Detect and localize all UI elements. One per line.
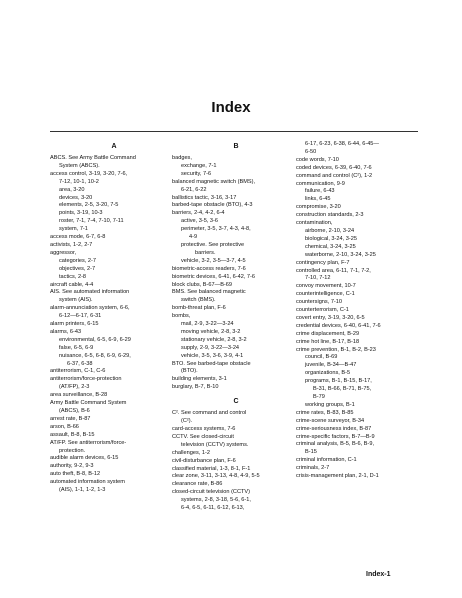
index-entry: antiterrorism/force-protection [50,376,122,383]
index-letter-heading: B [233,143,239,150]
index-subentry: television (CCTV) systems. [181,441,249,448]
index-subentry: (AT/FP), 2-3 [59,384,90,391]
index-subentry: moving vehicle, 2-8, 3-2 [181,328,241,335]
index-subentry: stationary vehicle, 2-8, 3-2 [181,336,247,343]
index-entry: contingency plan, F-7 [296,259,350,266]
index-entry: barriers, 2-4, 4-2, 6-4 [172,210,225,217]
index-entry: civil-disturbance plan, F-6 [172,457,236,464]
index-entry: BMS. See balanced magnetic [172,289,246,296]
index-entry: clear zone, 3-11, 3-13, 4-8, 4-9, 5-5 [172,473,260,480]
index-entry: access control, 3-19, 3-20, 7-6, [50,170,128,177]
index-subentry: 7-12, 10-1, 10-2 [59,178,99,185]
index-entry: burglary, B-7, B-10 [172,384,219,391]
index-entry: covert entry, 3-19, 3-20, 6-5 [296,314,365,321]
index-entry: countersigns, 7-10 [296,299,343,306]
index-entry: assault, B-8, B-15 [50,431,95,438]
page-number: Index-1 [366,571,391,578]
index-entry: CCTV. See closed-circuit [172,433,234,440]
index-subentry: (ABCS), B-6 [59,408,90,414]
index-entry: code words, 7-10 [296,156,339,163]
index-subentry: switch (BMS). [181,297,216,304]
index-subentry: B-31, B-66, B-71, B-75, [313,386,372,393]
index-subentry: perimeter, 3-5, 3-7, 4-3, 4-8, [181,226,251,233]
index-entry: convoy movement, 10-7 [296,283,356,290]
index-subentry: (BTO). [181,368,198,375]
index-subentry: (AIS), 1-1, 1-2, 1-3 [59,487,106,494]
index-entry: clearance rate, B-86 [172,481,223,488]
index-entry: ABCS. See Army Battle Command [50,155,136,161]
index-entry: alarm printers, 6-15 [50,321,99,328]
index-entry: block clubs, B-67—B-69 [172,281,233,288]
index-subentry: biological, 3-24, 3-25 [305,235,357,242]
index-entry: C². See command and control [172,410,247,417]
index-subentry: 6-4, 6-5, 6-11, 6-12, 6-13, [181,505,245,512]
index-entry: criminal information, C-1 [296,457,357,464]
index-entry: challenges, 1-2 [172,449,210,456]
index-entry: badges, [172,155,192,161]
index-subentry: programs, B-1, B-15, B-17, [305,378,372,385]
index-subentry: exchange, 7-1 [181,162,217,169]
index-entry: access mode, 6-7, 6-8 [50,234,106,241]
index-subentry: links, 6-45 [305,196,331,203]
index-subentry: vehicle, 3-2, 3-5—3-7, 4-5 [181,257,246,264]
index-entry: AT/FP. See antiterrorism/force- [50,439,127,446]
index-subentry: systems, 2-8, 3-18, 5-6, 6-1, [181,497,251,504]
index-entry: crisis-management plan, 2-1, D-1 [296,473,379,480]
index-subentry: security, 7-6 [181,170,212,177]
index-subentry: B-15 [305,449,317,456]
index-entry: building elements, 3-1 [172,376,227,383]
index-entry: authority, 9-2, 9-3 [50,463,94,470]
index-entry: aggressor, [50,249,77,256]
index-subentry: nuisance, 6-5, 6-8, 6-9, 6-29, [59,352,131,359]
index-entry: alarm-annunciation system, 6-6, [50,305,130,312]
index-column-3 [296,141,424,481]
index-entry: criminals, 2-7 [296,465,330,472]
index-entry: BTO. See barbed-tape obstacle [172,360,251,367]
index-subentry: devices, 3-20 [59,194,93,201]
index-subentry: System (ABCS). [59,162,100,169]
index-entry: arson, B-66 [50,423,79,430]
index-entry: crime rates, B-83, B-85 [296,409,354,416]
index-entry: AIS. See automated information [50,289,130,296]
index-subentry: failure, 6-43 [305,188,335,195]
index-subentry: protection. [59,447,86,454]
index-entry: balanced magnetic switch (BMS), [172,178,256,185]
index-subentry: protective. See protective [181,241,245,248]
index-entry: barbed-tape obstacle (BTO), 4-3 [172,202,253,209]
index-entry: alarms, 6-43 [50,328,82,335]
index-entry: ballistics tactic, 3-16, 3-17 [172,194,237,201]
index-entry: controlled area, 6-11, 7-1, 7-2, [296,267,371,274]
index-subentry: tactics, 2-8 [59,273,87,280]
index-subentry: airborne, 2-10, 3-24 [305,227,355,234]
index-entry: communication, 9-9 [296,180,345,187]
index-entry: biometric-access readers, 7-6 [172,265,246,272]
index-subentry: mail, 2-9, 3-22—3-24 [181,321,234,328]
index-entry: crime hot line, B-17, B-18 [296,338,360,345]
index-entry: command and control (C²), 1-2 [296,172,373,179]
index-subentry: (C²). [181,418,193,425]
index-subentry: system, 7-1 [59,226,88,233]
index-column-2 [172,142,300,513]
index-entry: crime displacement, B-29 [296,330,360,337]
index-subentry: 4-9 [189,234,198,241]
index-subentry: objectives, 2-7 [59,265,96,272]
index-subentry: supply, 2-9, 3-22—3-24 [181,344,240,351]
index-entry: criminal analysis, B-5, B-6, B-9, [296,441,375,448]
index-entry: antiterrorism, C-1, C-6 [50,368,106,375]
index-entry: credential devices, 6-40, 6-41, 7-6 [296,322,381,329]
index-subentry: system (AIS). [59,297,93,304]
index-entry: crime-scene surveyor, B-34 [296,417,365,424]
index-entry: contamination, [296,220,333,227]
index-entry: construction standards, 2-3 [296,212,364,219]
index-entry: bombs, [172,313,191,320]
page-title: Index [211,99,251,116]
index-subentry: categories, 2-7 [59,257,97,264]
index-entry: card-access systems, 7-6 [172,426,236,432]
index-letter-heading: C [233,398,239,406]
index-subentry: area, 3-20 [59,186,85,193]
index-entry: compromise, 3-20 [296,204,341,211]
index-subentry: active, 3-5, 3-6 [181,218,218,225]
index-subentry: 6-17, 6-23, 6-38, 6-44, 6-45— [305,141,380,147]
index-subentry: 6-37, 6-38 [67,360,93,367]
index-entry: audible alarm devices, 6-15 [50,455,119,462]
index-subentry: 6-21, 6-22 [181,186,207,193]
index-entry: classified material, 1-3, 8-1, F-1 [172,465,251,472]
index-subentry: barriers. [195,249,216,256]
index-subentry: juvenile, B-34—B-47 [305,362,357,369]
index-entry: arrest rate, B-87 [50,415,91,422]
index-entry: area surveillance, B-28 [50,392,108,399]
index-entry: auto theft, B-8, B-12 [50,471,101,478]
index-subentry: 7-10, 7-12 [305,275,331,282]
index-entry: counterterrorism, C-1 [296,307,349,314]
index-entry: automated information system [50,479,125,486]
index-subentry: vehicle, 3-5, 3-6, 3-9, 4-1 [181,352,244,359]
index-entry: coded devices, 6-39, 6-40, 7-6 [296,164,372,171]
index-entry: aircraft cable, 4-4 [50,281,94,288]
index-entry: crime-specific factors, B-7—B-9 [296,433,375,440]
index-entry: activists, 1-2, 2-7 [50,241,93,248]
index-entry: biometric devices, 6-41, 6-42, 7-6 [172,273,256,280]
index-entry: bomb-threat plan, F-6 [172,305,226,312]
index-letter-heading: A [111,143,117,150]
index-subentry: chemical, 3-24, 3-25 [305,243,356,250]
index-subentry: B-79 [313,394,325,400]
index-subentry: waterborne, 2-10, 3-24, 3-25 [305,251,376,258]
index-entry: Army Battle Command System [50,400,127,407]
index-entry: counterintelligence, C-1 [296,291,355,298]
index-subentry: 6-50 [305,148,317,155]
index-entry: crime prevention, B-1, B-2, B-23 [296,346,376,353]
index-subentry: 6-12—6-17, 6-31 [59,313,102,320]
index-subentry: points, 3-19, 10-3 [59,210,103,217]
index-entry: closed-circuit television (CCTV) [172,489,251,496]
index-column-1 [50,142,178,495]
title-rule [50,131,418,132]
index-subentry: roster, 7-1, 7-4, 7-10, 7-11 [59,218,124,225]
index-subentry: organizations, B-5 [305,370,351,377]
index-subentry: elements, 2-5, 3-20, 7-5 [59,202,119,209]
index-subentry: false, 6-5, 6-9 [59,344,94,351]
index-subentry: environmental, 6-5, 6-9, 6-29 [59,336,131,343]
index-entry: crime-seriousness index, B-87 [296,425,372,432]
index-subentry: council, B-69 [305,354,338,361]
index-subentry: working groups, B-1 [305,401,355,408]
